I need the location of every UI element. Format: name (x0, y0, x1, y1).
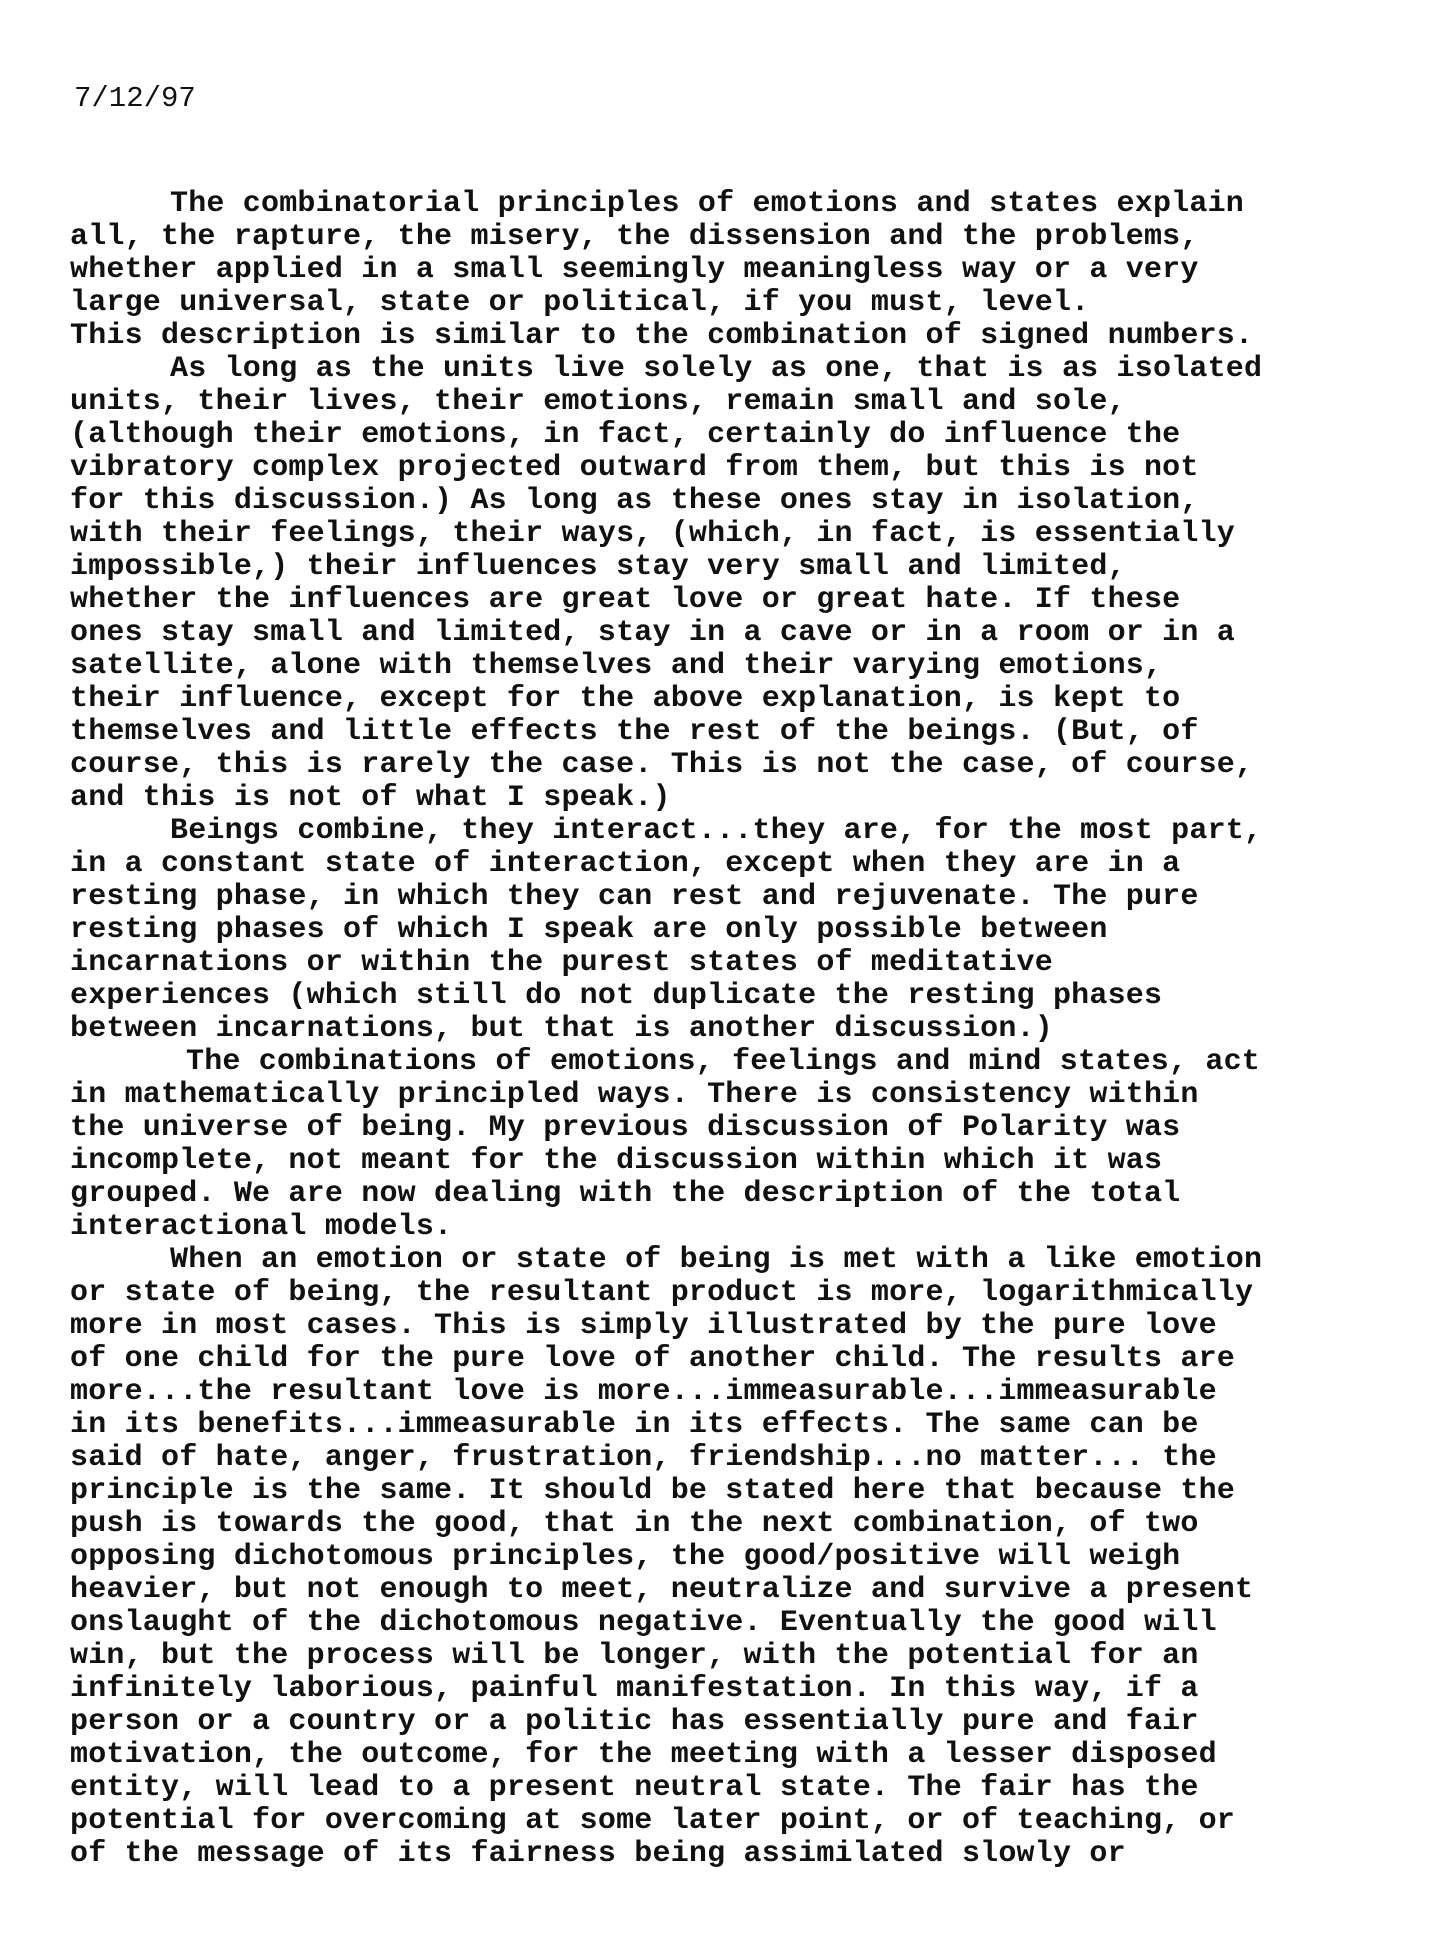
text-line: This description is similar to the combination of signed numbers. (70, 319, 1254, 353)
text-line: principle is the same. It should be stated here that because the (70, 1474, 1235, 1508)
text-line: of the message of its fairness being assimilated slowly or (70, 1837, 1126, 1871)
text-line: incomplete, not meant for the discussion within which it was (70, 1144, 1163, 1178)
text-line: onslaught of the dichotomous negative. Eventually the good will (70, 1606, 1217, 1640)
text-line: of one child for the pure love of another child. The results are (70, 1342, 1235, 1376)
text-line: or state of being, the resultant product is more, logarithmically (70, 1276, 1254, 1310)
text-line: course, this is rarely the case. This is not the case, of course, (70, 748, 1254, 782)
text-line: whether the influences are great love or great hate. If these (70, 583, 1181, 617)
text-line: opposing dichotomous principles, the good/positive will weigh (70, 1540, 1181, 1574)
text-line: for this discussion.) As long as these ones stay in isolation, (70, 484, 1199, 518)
document-body (70, 188, 1390, 1871)
text-line: motivation, the outcome, for the meeting with a lesser disposed (70, 1738, 1217, 1772)
text-line: units, their lives, their emotions, remain small and sole, (70, 385, 1126, 419)
text-line: the universe of being. My previous discussion of Polarity was (70, 1111, 1181, 1145)
text-line: entity, will lead to a present neutral state. The fair has the (70, 1771, 1199, 1805)
text-line: experiences (which still do not duplicate the resting phases (70, 979, 1163, 1013)
text-line: said of hate, anger, frustration, friendship...no matter... the (70, 1441, 1217, 1475)
text-line: impossible,) their influences stay very small and limited, (70, 550, 1126, 584)
text-line: As long as the units live solely as one, that is as isolated (170, 352, 1263, 386)
text-line: infinitely laborious, painful manifestation. In this way, if a (70, 1672, 1199, 1706)
text-line: whether applied in a small seemingly meaningless way or a very (70, 253, 1199, 287)
text-line: resting phases of which I speak are only possible between (70, 913, 1108, 947)
text-line: more...the resultant love is more...immeasurable...immeasurable (70, 1375, 1217, 1409)
text-line: in its benefits...immeasurable in its effects. The same can be (70, 1408, 1199, 1442)
text-line: When an emotion or state of being is met with a like emotion (170, 1243, 1263, 1277)
text-line: Beings combine, they interact...they are, for the most part, (170, 814, 1263, 848)
text-line: interactional models. (70, 1210, 453, 1244)
text-line: satellite, alone with themselves and their varying emotions, (70, 649, 1163, 683)
text-line: The combinatorial principles of emotions and states explain (170, 187, 1244, 221)
text-line: incarnations or within the purest states of meditative (70, 946, 1053, 980)
text-line: resting phase, in which they can rest and rejuvenate. The pure (70, 880, 1199, 914)
text-line: person or a country or a politic has essentially pure and fair (70, 1705, 1199, 1739)
text-line: and this is not of what I speak.) (70, 781, 671, 815)
text-line: The combinations of emotions, feelings and mind states, act (186, 1045, 1260, 1079)
text-line: between incarnations, but that is another discussion.) (70, 1012, 1053, 1046)
text-line: themselves and little effects the rest of the beings. (But, of (70, 715, 1199, 749)
document-date: 7/12/97 (74, 82, 196, 115)
text-line: their influence, except for the above explanation, is kept to (70, 682, 1181, 716)
text-line: all, the rapture, the misery, the dissension and the problems, (70, 220, 1199, 254)
text-line: in mathematically principled ways. There is consistency within (70, 1078, 1199, 1112)
text-line: large universal, state or political, if you must, level. (70, 286, 1090, 320)
text-line: (although their emotions, in fact, certainly do influence the (70, 418, 1181, 452)
text-line: win, but the process will be longer, with the potential for an (70, 1639, 1199, 1673)
text-line: in a constant state of interaction, except when they are in a (70, 847, 1181, 881)
text-line: grouped. We are now dealing with the description of the total (70, 1177, 1181, 1211)
text-line: ones stay small and limited, stay in a cave or in a room or in a (70, 616, 1235, 650)
text-line: with their feelings, their ways, (which, in fact, is essentially (70, 517, 1235, 551)
text-line: more in most cases. This is simply illustrated by the pure love (70, 1309, 1217, 1343)
text-line: heavier, but not enough to meet, neutralize and survive a present (70, 1573, 1254, 1607)
text-line: potential for overcoming at some later point, or of teaching, or (70, 1804, 1235, 1838)
text-line: push is towards the good, that in the next combination, of two (70, 1507, 1199, 1541)
text-line: vibratory complex projected outward from them, but this is not (70, 451, 1199, 485)
